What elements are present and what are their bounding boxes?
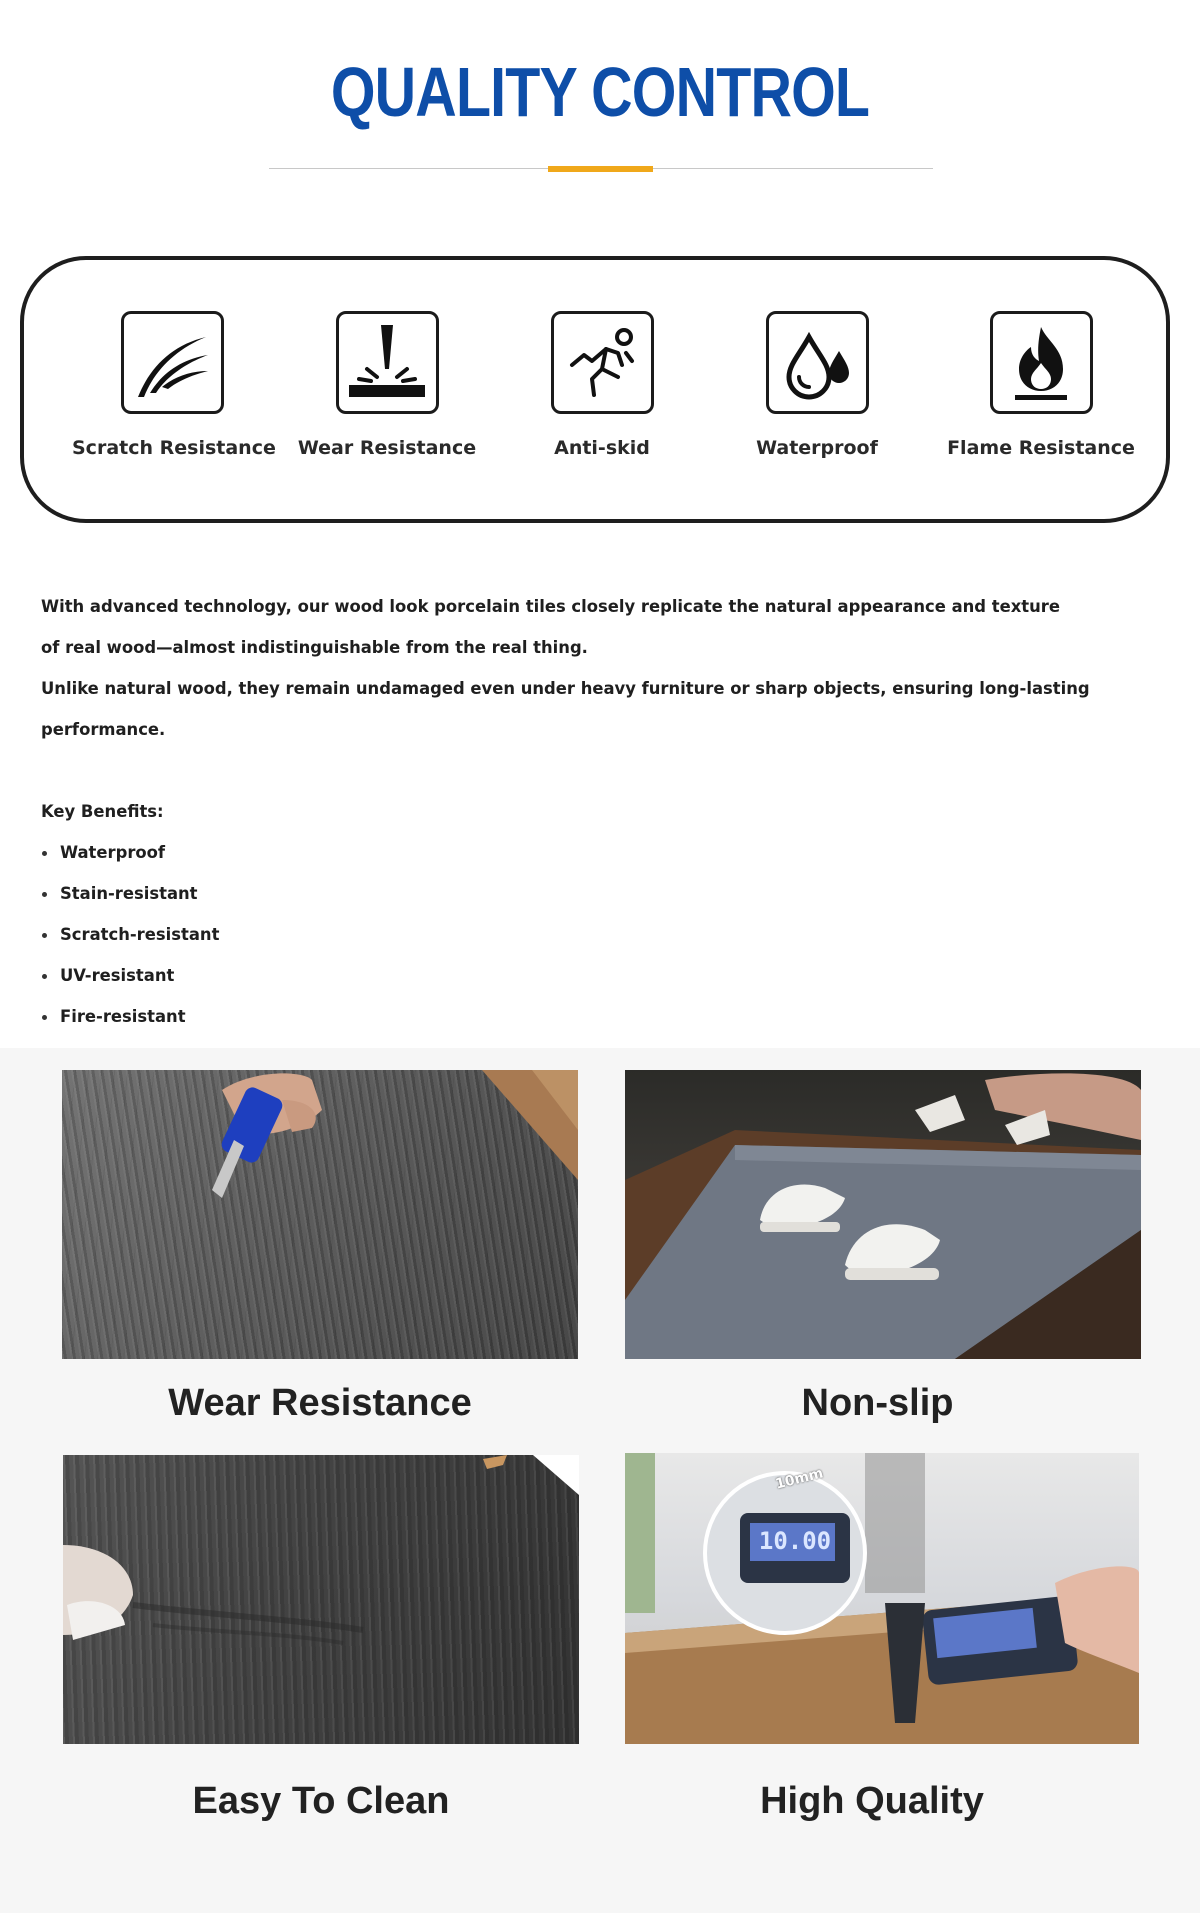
description-paragraph: Unlike natural wood, they remain undamaged even under heavy furniture or sharp objects, ensuring long-lasting performance.: [41, 679, 1090, 739]
feature-flame-resistance: [941, 311, 1141, 459]
scratch-icon: [121, 311, 224, 414]
feature-label: Waterproof: [756, 437, 878, 459]
page-title: QUALITY CONTROL: [330, 53, 870, 131]
title-accent-bar: [548, 166, 653, 172]
photo-non-slip: [625, 1070, 1141, 1359]
benefit-item: UV-resistant: [41, 955, 1171, 996]
photo-easy-to-clean: [63, 1455, 579, 1744]
caliper-readout: 10.00: [758, 1527, 832, 1555]
photo-wear-resistance: [62, 1070, 578, 1359]
feature-label: Scratch Resistance: [72, 437, 276, 459]
photo-high-quality: [625, 1453, 1139, 1744]
photo-caption: High Quality: [760, 1780, 984, 1822]
water-drop-icon: [766, 311, 869, 414]
photo-caption: Easy To Clean: [192, 1780, 450, 1822]
wear-icon: [336, 311, 439, 414]
benefit-item: Fire-resistant: [41, 996, 1171, 1037]
flame-icon: [990, 311, 1093, 414]
feature-scratch-resistance: [72, 311, 276, 459]
benefits-list: [41, 832, 1171, 1037]
feature-label: Wear Resistance: [297, 437, 477, 459]
gallery: [0, 1048, 1200, 1913]
header: [0, 0, 1200, 200]
slip-icon: [551, 311, 654, 414]
description: [41, 586, 1171, 1037]
photo-caption: Non-slip: [801, 1382, 954, 1424]
feature-label: Anti-skid: [554, 437, 650, 459]
benefit-item: Waterproof: [41, 832, 1171, 873]
feature-card: [20, 256, 1170, 523]
description-paragraph: With advanced technology, our wood look porcelain tiles closely replicate the natural appearance and texture of real wood—almost indistinguishable from the real thing.: [41, 597, 1060, 657]
feature-label: Flame Resistance: [947, 437, 1135, 459]
feature-anti-skid: [502, 311, 702, 459]
inset-label: 10mm: [773, 1465, 825, 1493]
feature-waterproof: [717, 311, 917, 459]
benefit-item: Scratch-resistant: [41, 914, 1171, 955]
benefit-item: Stain-resistant: [41, 873, 1171, 914]
photo-caption: Wear Resistance: [168, 1382, 472, 1424]
feature-wear-resistance: [287, 311, 487, 459]
benefits-title: Key Benefits:: [41, 802, 164, 821]
